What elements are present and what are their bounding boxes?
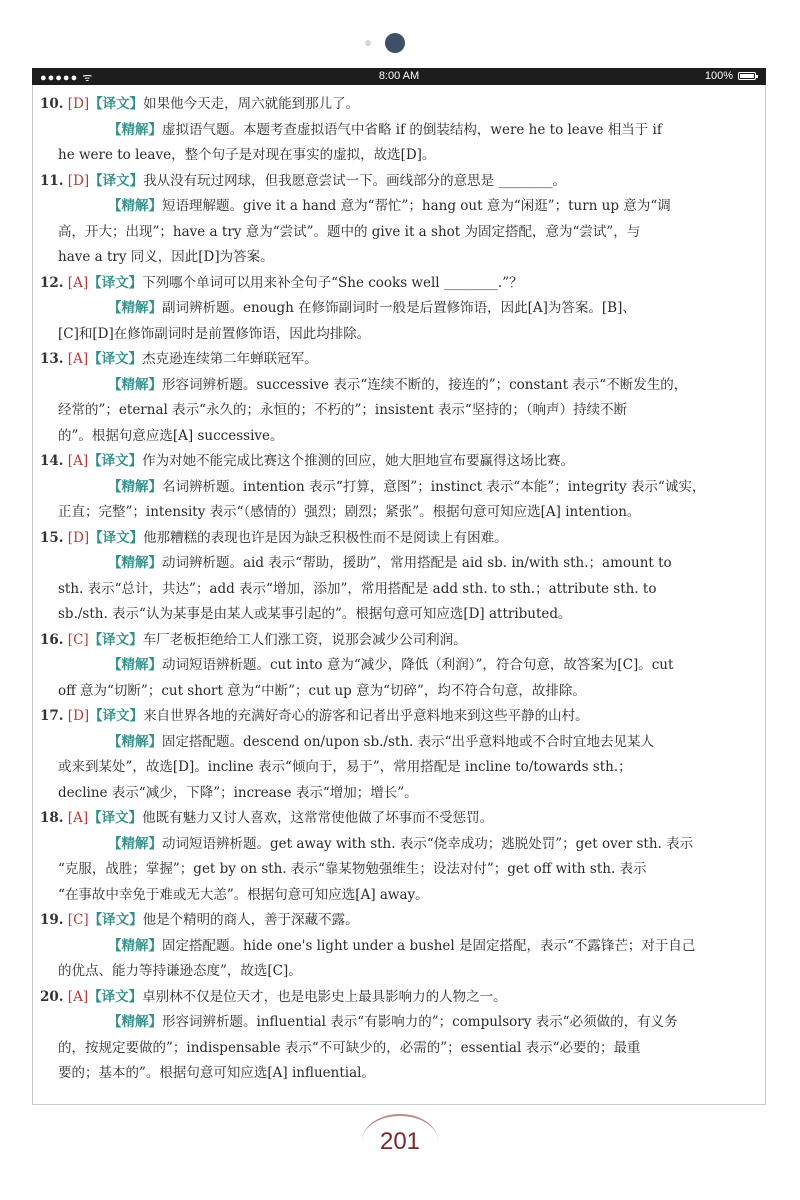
explanation-text: he were to leave，整个句子是对现在事实的虚拟，故选[D]。	[58, 147, 436, 163]
explanation-text: 名词辨析题。intention 表示“打算，意图”；instinct 表示“本能”；integrity 表示“诚实，	[162, 478, 706, 495]
answer-letter: [A]	[67, 274, 89, 291]
translation-text: 作为对她不能完成比赛这个推测的回应，她大胆地宣布要赢得这场比赛。	[142, 453, 575, 469]
explanation-label: 【精解】	[108, 121, 162, 138]
explanation-line	[58, 245, 754, 271]
explanation-block	[32, 653, 754, 704]
explanation-text: 形容词辨析题。successive 表示“连续不断的，接连的”；constant 表示“不断发生的，	[162, 376, 688, 393]
answer-item	[32, 92, 754, 169]
answer-item	[32, 449, 754, 526]
answer-letter: [A]	[67, 988, 89, 1005]
explanation-text: sth. 表示“总计，共达”；add 表示“增加，添加”，常用搭配是 add sth. to sth.；attribute sth. to	[58, 580, 657, 597]
explanation-line	[108, 118, 754, 144]
explanation-text: 要的；基本的”。根据句意可知应选[A] influential。	[58, 1065, 375, 1081]
explanation-label: 【精解】	[108, 657, 162, 673]
explanation-text: 或来到某处”，故选[D]。incline 表示“倾向于，易于”，常用搭配是 incline to/towards sth.；	[58, 759, 632, 775]
translation-label: 【译文】	[88, 631, 143, 648]
explanation-label: 【精解】	[108, 835, 162, 852]
explanation-label: 【精解】	[108, 198, 162, 214]
translation-label: 【译文】	[88, 810, 143, 826]
question-number: 16.	[40, 631, 64, 648]
translation-label: 【译文】	[88, 351, 143, 367]
page-number: 201	[379, 1128, 421, 1155]
answer-letter: [D]	[67, 96, 90, 112]
answer-letter: [C]	[67, 912, 89, 928]
explanation-line	[58, 1036, 754, 1062]
explanation-line	[108, 1010, 754, 1036]
explanation-text: off 意为“切断”；cut short 意为“中断”；cut up 意为“切碎”，均不符合句意，故排除。	[58, 682, 586, 699]
explanation-line	[108, 730, 754, 756]
translation-text: 他是个精明的商人，善于深藏不露。	[142, 912, 359, 928]
question-number: 20.	[40, 988, 64, 1005]
explanation-line	[108, 832, 754, 858]
answer-item	[32, 704, 754, 806]
explanation-block	[32, 475, 754, 526]
translation-text: 杰克逊连续第二年蝉联冠军。	[142, 351, 318, 367]
camera-indicator	[365, 40, 371, 46]
answer-translation-line	[32, 271, 754, 297]
question-number: 19.	[40, 912, 64, 928]
explanation-text: 动词短语辨析题。get away with sth. 表示“侥幸成功；逃脱处罚”；get over sth. 表示	[162, 835, 694, 852]
translation-text: 我从没有玩过网球，但我愿意尝试一下。画线部分的意思是 ________。	[143, 172, 566, 189]
translation-label: 【译文】	[89, 172, 144, 189]
explanation-line	[58, 398, 754, 424]
explanation-label: 【精解】	[108, 376, 162, 393]
explanation-text: [C]和[D]在修饰副词时是前置修饰语，因此均排除。	[58, 325, 371, 342]
explanation-line	[58, 679, 754, 705]
explanation-text: “在事故中幸免于难或无大恙”。根据句意可知应选[A] away。	[58, 886, 429, 903]
answer-letter: [A]	[67, 453, 89, 469]
explanation-line	[108, 934, 754, 960]
answer-translation-line	[32, 169, 754, 195]
translation-text: 下列哪个单词可以用来补全句子“She cooks well ________.”？	[142, 274, 523, 291]
answer-translation-line	[32, 806, 754, 832]
status-bar	[32, 68, 766, 85]
answer-item	[32, 526, 754, 628]
explanation-label: 【精解】	[108, 733, 162, 750]
question-number: 14.	[40, 453, 64, 469]
explanation-line	[58, 959, 754, 985]
explanation-line	[58, 500, 754, 526]
explanation-line	[58, 424, 754, 450]
explanation-line	[58, 883, 754, 909]
explanation-text: 固定搭配题。hide one's light under a bushel 是固定搭配，表示“不露锋芒；对于自己	[162, 937, 696, 954]
explanation-label: 【精解】	[108, 478, 162, 495]
explanation-label: 【精解】	[108, 937, 162, 954]
explanation-block	[32, 730, 754, 807]
question-number: 10.	[40, 96, 64, 112]
answer-item	[32, 806, 754, 908]
explanation-line	[58, 577, 754, 603]
explanation-text: 固定搭配题。descend on/upon sb./sth. 表示“出乎意料地或不合时宜地去见某人	[162, 733, 654, 750]
translation-label: 【译文】	[89, 96, 144, 112]
explanation-line	[58, 322, 754, 348]
question-number: 11.	[40, 172, 64, 189]
answer-item	[32, 271, 754, 348]
explanation-text: “克服，战胜；掌握”；get by on sth. 表示“靠某物勉强维生；设法对付”；get off with sth. 表示	[58, 861, 647, 877]
answer-letter: [D]	[67, 708, 90, 724]
translation-text: 来自世界各地的充满好奇心的游客和记者出乎意料地来到这些平静的山村。	[143, 708, 589, 724]
answer-translation-line	[32, 449, 754, 475]
translation-label: 【译文】	[88, 453, 143, 469]
answer-translation-line	[32, 628, 754, 654]
answer-item	[32, 985, 754, 1087]
question-number: 18.	[40, 810, 64, 826]
answer-translation-line	[32, 347, 754, 373]
answer-item	[32, 908, 754, 985]
explanation-text: decline 表示“减少，下降”；increase 表示“增加；增长”。	[58, 784, 418, 801]
explanation-text: 动词辨析题。aid 表示“帮助，援助”，常用搭配是 aid sb. in/with sth.；amount to	[162, 555, 672, 571]
translation-label: 【译文】	[88, 988, 143, 1005]
answer-translation-line	[32, 908, 754, 934]
explanation-text: 副词辨析题。enough 在修饰副词时一般是后置修饰语，因此[A]为答案。[B]、	[162, 300, 636, 316]
explanation-line	[58, 143, 754, 169]
answer-translation-line	[32, 704, 754, 730]
explanation-line	[58, 602, 754, 628]
translation-label: 【译文】	[89, 708, 144, 724]
explanation-text: 高，开大；出现”；have a try 意为“尝试”。题中的 give it a shot 为固定搭配，意为“尝试”，与	[58, 223, 641, 240]
translation-text: 他既有魅力又讨人喜欢，这常常使他做了坏事而不受惩罚。	[142, 810, 494, 826]
explanation-line	[108, 194, 754, 220]
explanation-text: 虚拟语气题。本题考查虚拟语气中省略 if 的倒装结构，were he to leave 相当于 if	[162, 121, 662, 138]
explanation-text: 正直；完整”；intensity 表示“（感情的）强烈；剧烈；紧张”。根据句意可知应选[A] intention。	[58, 504, 641, 520]
battery-percent: 100%	[704, 70, 733, 82]
explanation-block	[32, 118, 754, 169]
explanation-block	[32, 373, 754, 450]
explanation-line	[108, 373, 754, 399]
camera-lens	[385, 33, 405, 53]
translation-text: 他那糟糕的表现也许是因为缺乏积极性而不是阅读上有困难。	[143, 529, 508, 546]
explanation-text: 经常的”；eternal 表示“永久的；永恒的；不朽的”；insistent 表示“坚持的；（响声）持续不断	[58, 402, 628, 418]
explanation-line	[58, 781, 754, 807]
battery-status	[705, 70, 756, 82]
explanation-label: 【精解】	[108, 300, 162, 316]
explanation-text: sb./sth. 表示“认为某事是由某人或某事引起的”。根据句意可知应选[D] attributed。	[58, 606, 572, 622]
signal-icon: ●●●●● ᯤ	[40, 72, 94, 84]
explanation-text: 的”。根据句意应选[A] successive。	[58, 427, 284, 444]
answer-item	[32, 628, 754, 705]
explanation-line	[108, 296, 754, 322]
translation-label: 【译文】	[88, 274, 143, 291]
explanation-line	[108, 551, 754, 577]
explanation-line	[108, 653, 754, 679]
explanation-block	[32, 296, 754, 347]
explanation-text: 的优点、能力等持谦逊态度”，故选[C]。	[58, 963, 302, 979]
answer-translation-line	[32, 985, 754, 1011]
answer-letter: [A]	[67, 351, 89, 367]
translation-text: 如果他今天走，周六就能到那儿了。	[143, 96, 360, 112]
explanation-line	[58, 755, 754, 781]
battery-icon	[738, 72, 756, 80]
answer-translation-line	[32, 526, 754, 552]
explanation-text: 动词短语辨析题。cut into 意为“减少，降低（利润）”，符合句意，故答案为[C]。cut	[162, 657, 674, 673]
answer-letter: [C]	[67, 631, 89, 648]
translation-text: 车厂老板拒绝给工人们涨工资，说那会减少公司利润。	[142, 631, 467, 648]
answer-list	[32, 92, 754, 1087]
explanation-text: 形容词辨析题。influential 表示“有影响力的”；compulsory 表示“必须做的，有义务	[162, 1014, 678, 1030]
answer-letter: [D]	[67, 529, 90, 546]
explanation-block	[32, 551, 754, 628]
explanation-line	[58, 220, 754, 246]
explanation-block	[32, 194, 754, 271]
explanation-label: 【精解】	[108, 555, 162, 571]
explanation-label: 【精解】	[108, 1014, 162, 1030]
explanation-block	[32, 832, 754, 909]
question-number: 12.	[40, 274, 64, 291]
explanation-text: 短语理解题。give it a hand 意为“帮忙”；hang out 意为“闲逛”；turn up 意为“调	[162, 198, 671, 214]
explanation-line	[58, 857, 754, 883]
answer-letter: [D]	[67, 172, 90, 189]
translation-text: 卓别林不仅是位天才，也是电影史上最具影响力的人物之一。	[142, 988, 507, 1005]
explanation-text: have a try 同义，因此[D]为答案。	[58, 249, 274, 265]
question-number: 13.	[40, 351, 64, 367]
explanation-line	[58, 1061, 754, 1087]
question-number: 15.	[40, 529, 64, 546]
explanation-text: 的，按规定要做的”；indispensable 表示“不可缺少的，必需的”；essential 表示“必要的；最重	[58, 1039, 641, 1056]
answer-item	[32, 169, 754, 271]
question-number: 17.	[40, 708, 64, 724]
answer-item	[32, 347, 754, 449]
explanation-block	[32, 934, 754, 985]
answer-letter: [A]	[67, 810, 89, 826]
explanation-block	[32, 1010, 754, 1087]
translation-label: 【译文】	[89, 529, 144, 546]
explanation-line	[108, 475, 754, 501]
status-time: 8:00 AM	[378, 70, 420, 82]
translation-label: 【译文】	[88, 912, 143, 928]
answer-translation-line	[32, 92, 754, 118]
